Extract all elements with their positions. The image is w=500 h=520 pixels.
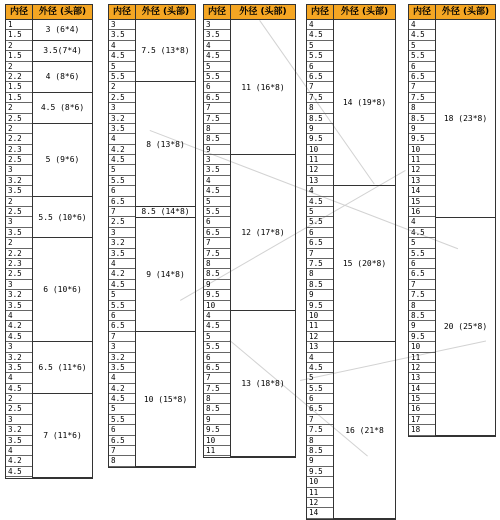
inner-diameter-header: 内径 <box>109 5 136 19</box>
inner-diameter-cell: 4.5 <box>109 280 135 290</box>
inner-diameter-cell: 3.2 <box>109 114 135 124</box>
inner-diameter-cell: 7 <box>307 82 333 92</box>
inner-diameter-cell: 7 <box>204 103 230 113</box>
inner-diameter-cell: 4 <box>6 373 32 383</box>
inner-diameter-cell: 3 <box>109 228 135 238</box>
outer-diameter-cell: 11 (16*8) <box>231 20 295 155</box>
inner-diameter-cell: 2.3 <box>6 259 32 269</box>
inner-diameter-cell: 4.5 <box>6 384 32 394</box>
inner-diameter-cell: 8 <box>409 103 435 113</box>
inner-diameter-cell: 1.5 <box>6 82 32 92</box>
inner-diameter-cell: 6 <box>204 353 230 363</box>
inner-diameter-cell: 6 <box>307 394 333 404</box>
inner-diameter-cell: 10 <box>409 145 435 155</box>
size-table-5 <box>408 4 496 437</box>
inner-diameter-cell: 4.5 <box>307 363 333 373</box>
inner-diameter-cell: 6 <box>204 217 230 227</box>
size-table-3 <box>203 4 296 458</box>
inner-diameter-cell: 5.5 <box>204 342 230 352</box>
inner-diameter-cell: 5.5 <box>409 249 435 259</box>
inner-diameter-cell: 6 <box>409 62 435 72</box>
inner-diameter-cell: 9.5 <box>204 425 230 435</box>
table-body <box>204 20 295 457</box>
outer-column <box>136 20 195 467</box>
inner-diameter-cell: 3.2 <box>6 290 32 300</box>
inner-diameter-cell: 3.2 <box>6 176 32 186</box>
inner-diameter-cell: 5.5 <box>409 51 435 61</box>
inner-diameter-cell: 7 <box>307 415 333 425</box>
inner-diameter-cell: 15 <box>409 394 435 404</box>
inner-diameter-cell: 7 <box>109 207 135 217</box>
inner-diameter-cell: 12 <box>307 498 333 508</box>
table-body <box>409 20 495 436</box>
inner-diameter-cell: 13 <box>409 373 435 383</box>
inner-diameter-cell: 4 <box>6 311 32 321</box>
inner-diameter-cell: 4.5 <box>6 467 32 477</box>
outer-column <box>334 20 395 519</box>
inner-diameter-cell: 4.5 <box>204 321 230 331</box>
inner-diameter-cell: 8.5 <box>307 114 333 124</box>
outer-diameter-cell: 7.5 (13*8) <box>136 20 195 82</box>
inner-diameter-cell: 4.5 <box>307 197 333 207</box>
inner-diameter-cell: 3 <box>6 280 32 290</box>
inner-diameter-cell: 18 <box>409 425 435 435</box>
inner-diameter-cell: 5 <box>307 373 333 383</box>
inner-diameter-header: 内径 <box>204 5 231 19</box>
inner-diameter-cell: 14 <box>409 384 435 394</box>
inner-diameter-cell: 1 <box>6 20 32 30</box>
inner-diameter-cell: 5 <box>409 41 435 51</box>
inner-diameter-cell: 6.5 <box>109 321 135 331</box>
inner-diameter-cell: 5 <box>409 238 435 248</box>
inner-diameter-cell: 8 <box>204 394 230 404</box>
table-header <box>307 5 395 20</box>
inner-diameter-cell: 6.5 <box>204 228 230 238</box>
inner-diameter-cell: 5.5 <box>109 301 135 311</box>
inner-diameter-cell: 5.5 <box>109 176 135 186</box>
inner-diameter-cell: 3.5 <box>6 228 32 238</box>
inner-diameter-cell: 7 <box>307 249 333 259</box>
inner-diameter-cell: 6.5 <box>409 72 435 82</box>
outer-diameter-cell: 20 (25*8) <box>436 218 495 436</box>
inner-diameter-cell: 9 <box>307 124 333 134</box>
outer-diameter-cell: 4 (8*6) <box>33 62 92 93</box>
inner-diameter-cell: 5 <box>307 207 333 217</box>
inner-diameter-cell: 9 <box>204 415 230 425</box>
inner-diameter-cell: 7.5 <box>409 93 435 103</box>
inner-diameter-cell: 6.5 <box>204 363 230 373</box>
inner-diameter-cell: 7.5 <box>307 425 333 435</box>
inner-diameter-cell: 4.2 <box>6 321 32 331</box>
inner-diameter-cell: 10 <box>204 436 230 446</box>
inner-diameter-cell: 3.5 <box>6 436 32 446</box>
inner-diameter-cell: 3 <box>109 342 135 352</box>
inner-diameter-cell: 11 <box>307 155 333 165</box>
inner-diameter-cell: 5 <box>204 197 230 207</box>
inner-column <box>204 20 231 457</box>
inner-diameter-cell: 3.2 <box>6 425 32 435</box>
outer-column <box>33 20 92 478</box>
outer-diameter-cell: 3 (6*4) <box>33 20 92 41</box>
inner-diameter-cell: 5 <box>204 62 230 72</box>
inner-diameter-cell: 3.2 <box>109 238 135 248</box>
inner-diameter-cell: 1.5 <box>6 30 32 40</box>
inner-diameter-cell: 8.5 <box>307 280 333 290</box>
inner-diameter-cell: 4 <box>109 373 135 383</box>
inner-diameter-cell: 4.5 <box>109 155 135 165</box>
inner-diameter-cell: 6 <box>109 425 135 435</box>
inner-diameter-cell: 5.5 <box>307 384 333 394</box>
inner-diameter-cell: 8.5 <box>409 311 435 321</box>
inner-diameter-cell: 2 <box>6 197 32 207</box>
outer-column <box>436 20 495 436</box>
inner-diameter-cell: 11 <box>307 488 333 498</box>
outer-diameter-cell: 5 (9*6) <box>33 124 92 197</box>
inner-diameter-cell: 12 <box>307 165 333 175</box>
inner-diameter-cell: 5 <box>109 165 135 175</box>
inner-diameter-cell: 9 <box>204 145 230 155</box>
outer-diameter-header: 外径 (头部) <box>239 7 287 17</box>
inner-diameter-cell: 10 <box>409 342 435 352</box>
inner-diameter-cell: 6.5 <box>109 436 135 446</box>
inner-diameter-cell: 5 <box>109 62 135 72</box>
outer-diameter-header: 外径 (头部) <box>141 7 190 17</box>
inner-diameter-cell: 4.2 <box>109 384 135 394</box>
size-table-2 <box>108 4 196 468</box>
inner-diameter-cell: 2.2 <box>6 72 32 82</box>
inner-diameter-cell: 9 <box>409 321 435 331</box>
inner-diameter-cell: 2 <box>6 394 32 404</box>
inner-diameter-cell: 7.5 <box>307 259 333 269</box>
inner-diameter-cell: 5.5 <box>109 415 135 425</box>
inner-diameter-cell: 4.5 <box>409 228 435 238</box>
inner-diameter-cell: 6.5 <box>307 72 333 82</box>
outer-diameter-cell: 16 (21*8 <box>334 342 395 519</box>
inner-diameter-cell: 6.5 <box>109 197 135 207</box>
table-body <box>307 20 395 519</box>
inner-diameter-cell: 2 <box>109 82 135 92</box>
inner-diameter-cell: 4 <box>409 217 435 227</box>
inner-diameter-cell: 2.2 <box>6 249 32 259</box>
inner-diameter-cell: 8.5 <box>307 446 333 456</box>
inner-diameter-cell: 3 <box>6 415 32 425</box>
outer-diameter-cell: 7 (11*6) <box>33 394 92 477</box>
inner-diameter-cell: 16 <box>409 207 435 217</box>
table-header <box>204 5 295 20</box>
inner-diameter-cell: 7.5 <box>204 384 230 394</box>
inner-column <box>6 20 33 478</box>
inner-diameter-cell: 5.5 <box>109 72 135 82</box>
inner-diameter-cell: 3 <box>6 342 32 352</box>
inner-diameter-cell: 4 <box>204 311 230 321</box>
inner-diameter-cell: 2 <box>6 103 32 113</box>
inner-diameter-cell: 6.5 <box>409 269 435 279</box>
inner-diameter-cell: 8.5 <box>204 404 230 414</box>
inner-diameter-cell: 5 <box>109 290 135 300</box>
outer-column <box>231 20 295 457</box>
table-header <box>6 5 92 20</box>
inner-diameter-cell: 6.5 <box>307 238 333 248</box>
inner-diameter-cell: 6 <box>307 228 333 238</box>
inner-diameter-cell: 2.5 <box>109 93 135 103</box>
inner-diameter-cell: 2.5 <box>6 269 32 279</box>
inner-diameter-cell: 7 <box>204 373 230 383</box>
inner-diameter-cell: 9 <box>204 280 230 290</box>
inner-diameter-cell: 7 <box>409 82 435 92</box>
outer-diameter-cell: 8 (13*8) <box>136 82 195 207</box>
inner-diameter-cell: 9 <box>307 456 333 466</box>
inner-diameter-cell: 7 <box>409 280 435 290</box>
table-body <box>6 20 92 478</box>
inner-diameter-cell: 5 <box>109 404 135 414</box>
inner-diameter-cell: 4 <box>409 20 435 30</box>
inner-diameter-cell: 13 <box>307 176 333 186</box>
inner-diameter-cell: 2.3 <box>6 145 32 155</box>
table-header <box>409 5 495 20</box>
inner-column <box>109 20 136 467</box>
inner-diameter-cell: 2.5 <box>109 217 135 227</box>
inner-diameter-cell: 3.2 <box>6 353 32 363</box>
inner-diameter-cell: 10 <box>307 477 333 487</box>
inner-diameter-cell: 3.5 <box>6 186 32 196</box>
inner-diameter-cell: 3.5 <box>109 30 135 40</box>
inner-diameter-cell: 5.5 <box>204 72 230 82</box>
inner-diameter-cell: 7 <box>109 446 135 456</box>
inner-diameter-cell: 8.5 <box>204 134 230 144</box>
inner-diameter-cell: 3.5 <box>6 363 32 373</box>
inner-diameter-cell: 5 <box>204 332 230 342</box>
inner-diameter-cell: 2.2 <box>6 134 32 144</box>
inner-diameter-cell: 8 <box>307 269 333 279</box>
inner-diameter-cell: 7.5 <box>204 114 230 124</box>
inner-diameter-cell: 4.5 <box>109 51 135 61</box>
inner-diameter-cell: 8 <box>204 259 230 269</box>
outer-diameter-cell: 6.5 (11*6) <box>33 342 92 394</box>
inner-diameter-cell: 2 <box>6 62 32 72</box>
inner-diameter-cell: 4.5 <box>307 30 333 40</box>
table-header <box>109 5 195 20</box>
inner-diameter-cell: 13 <box>409 176 435 186</box>
inner-diameter-cell: 6.5 <box>204 93 230 103</box>
inner-diameter-cell: 3 <box>109 103 135 113</box>
inner-diameter-cell: 10 <box>204 301 230 311</box>
inner-diameter-cell: 9.5 <box>204 290 230 300</box>
outer-diameter-header: 外径 (头部) <box>340 7 389 17</box>
inner-diameter-header: 内径 <box>409 5 436 19</box>
inner-diameter-cell: 7.5 <box>307 93 333 103</box>
inner-diameter-cell: 9 <box>307 290 333 300</box>
inner-diameter-cell: 6 <box>307 62 333 72</box>
inner-diameter-cell: 8.5 <box>204 269 230 279</box>
inner-diameter-cell: 3 <box>204 155 230 165</box>
outer-diameter-cell: 4.5 (8*6) <box>33 93 92 124</box>
outer-diameter-cell: 5.5 (10*6) <box>33 197 92 239</box>
inner-diameter-cell: 9.5 <box>307 134 333 144</box>
inner-diameter-cell: 4 <box>204 176 230 186</box>
outer-diameter-cell: 13 (18*8) <box>231 311 295 457</box>
inner-diameter-cell: 14 <box>307 508 333 518</box>
inner-diameter-cell: 7.5 <box>204 249 230 259</box>
inner-diameter-cell: 7.5 <box>409 290 435 300</box>
inner-diameter-cell: 2.5 <box>6 114 32 124</box>
inner-diameter-cell: 3 <box>6 165 32 175</box>
inner-diameter-cell: 2.5 <box>6 155 32 165</box>
outer-diameter-cell: 14 (19*8) <box>334 20 395 186</box>
inner-diameter-cell: 4 <box>307 186 333 196</box>
inner-diameter-cell: 7 <box>204 238 230 248</box>
inner-diameter-cell: 3.5 <box>109 249 135 259</box>
inner-diameter-cell: 4 <box>109 41 135 51</box>
inner-diameter-cell: 16 <box>409 404 435 414</box>
inner-diameter-cell: 9.5 <box>409 134 435 144</box>
table-body <box>109 20 195 467</box>
size-table-4 <box>306 4 396 520</box>
inner-diameter-cell: 3.5 <box>204 30 230 40</box>
inner-diameter-cell: 4.5 <box>204 186 230 196</box>
outer-diameter-cell: 18 (23*8) <box>436 20 495 218</box>
inner-diameter-cell: 9.5 <box>307 301 333 311</box>
inner-diameter-cell: 6.5 <box>307 404 333 414</box>
inner-diameter-cell: 1.5 <box>6 51 32 61</box>
inner-diameter-cell: 4.2 <box>109 145 135 155</box>
inner-diameter-cell: 4.5 <box>204 51 230 61</box>
outer-diameter-cell: 3.5(7*4) <box>33 41 92 62</box>
inner-diameter-cell: 15 <box>409 197 435 207</box>
inner-diameter-cell: 17 <box>409 415 435 425</box>
inner-diameter-cell: 3.2 <box>109 353 135 363</box>
size-table-1 <box>5 4 93 479</box>
outer-diameter-cell: 6 (10*6) <box>33 238 92 342</box>
inner-diameter-cell: 2 <box>6 41 32 51</box>
inner-diameter-cell: 8 <box>307 436 333 446</box>
inner-diameter-header: 内径 <box>6 5 33 19</box>
inner-diameter-cell: 4.2 <box>6 456 32 466</box>
inner-diameter-cell: 6 <box>204 82 230 92</box>
inner-diameter-cell: 13 <box>307 342 333 352</box>
inner-diameter-cell: 3 <box>6 217 32 227</box>
inner-diameter-cell: 10 <box>307 311 333 321</box>
inner-diameter-cell: 12 <box>307 332 333 342</box>
inner-diameter-cell: 4 <box>109 134 135 144</box>
inner-diameter-cell: 9.5 <box>409 332 435 342</box>
inner-diameter-cell: 4 <box>307 353 333 363</box>
inner-diameter-cell: 8 <box>204 124 230 134</box>
inner-diameter-cell: 8 <box>409 301 435 311</box>
inner-diameter-cell: 4 <box>109 259 135 269</box>
inner-diameter-cell: 4 <box>204 41 230 51</box>
inner-diameter-cell: 4 <box>307 20 333 30</box>
outer-diameter-cell: 10 (15*8) <box>136 332 195 467</box>
outer-diameter-cell: 12 (17*8) <box>231 155 295 311</box>
inner-diameter-cell: 5 <box>307 41 333 51</box>
inner-diameter-cell: 2 <box>6 124 32 134</box>
inner-diameter-cell: 4.5 <box>6 332 32 342</box>
inner-column <box>409 20 436 436</box>
inner-diameter-cell: 9 <box>409 124 435 134</box>
inner-diameter-cell: 12 <box>409 363 435 373</box>
inner-diameter-cell: 10 <box>307 145 333 155</box>
inner-diameter-cell: 4.5 <box>409 30 435 40</box>
inner-diameter-cell: 2.5 <box>6 207 32 217</box>
inner-diameter-cell: 3.5 <box>6 301 32 311</box>
inner-diameter-cell: 1.5 <box>6 93 32 103</box>
inner-diameter-cell: 4.2 <box>109 269 135 279</box>
inner-diameter-cell: 8 <box>307 103 333 113</box>
inner-diameter-cell: 12 <box>409 165 435 175</box>
inner-diameter-cell: 4 <box>6 446 32 456</box>
inner-diameter-cell: 7 <box>109 332 135 342</box>
inner-diameter-cell: 11 <box>204 446 230 456</box>
outer-diameter-cell: 8.5 (14*8) <box>136 207 195 217</box>
outer-diameter-cell: 15 (20*8) <box>334 186 395 342</box>
inner-diameter-cell: 3.5 <box>204 165 230 175</box>
inner-diameter-cell: 8.5 <box>409 114 435 124</box>
inner-diameter-cell: 6 <box>409 259 435 269</box>
inner-diameter-cell: 6 <box>109 311 135 321</box>
inner-diameter-cell: 5.5 <box>307 51 333 61</box>
outer-diameter-cell: 9 (14*8) <box>136 218 195 332</box>
inner-diameter-cell: 5.5 <box>307 217 333 227</box>
inner-diameter-cell: 4.5 <box>109 394 135 404</box>
inner-diameter-cell: 3 <box>109 20 135 30</box>
inner-diameter-cell: 3 <box>204 20 230 30</box>
inner-diameter-cell: 2 <box>6 238 32 248</box>
inner-diameter-cell: 11 <box>307 321 333 331</box>
inner-diameter-cell: 6 <box>109 186 135 196</box>
inner-column <box>307 20 334 519</box>
inner-diameter-cell: 8 <box>109 456 135 466</box>
inner-diameter-cell: 11 <box>409 353 435 363</box>
inner-diameter-cell: 3.5 <box>109 363 135 373</box>
inner-diameter-cell: 14 <box>409 186 435 196</box>
outer-diameter-header: 外径 (头部) <box>441 7 490 17</box>
inner-diameter-cell: 3.5 <box>109 124 135 134</box>
inner-diameter-cell: 5.5 <box>204 207 230 217</box>
inner-diameter-header: 内径 <box>307 5 334 19</box>
outer-diameter-header: 外径 (头部) <box>38 7 87 17</box>
inner-diameter-cell: 2.5 <box>6 404 32 414</box>
inner-diameter-cell: 9.5 <box>307 467 333 477</box>
inner-diameter-cell: 11 <box>409 155 435 165</box>
